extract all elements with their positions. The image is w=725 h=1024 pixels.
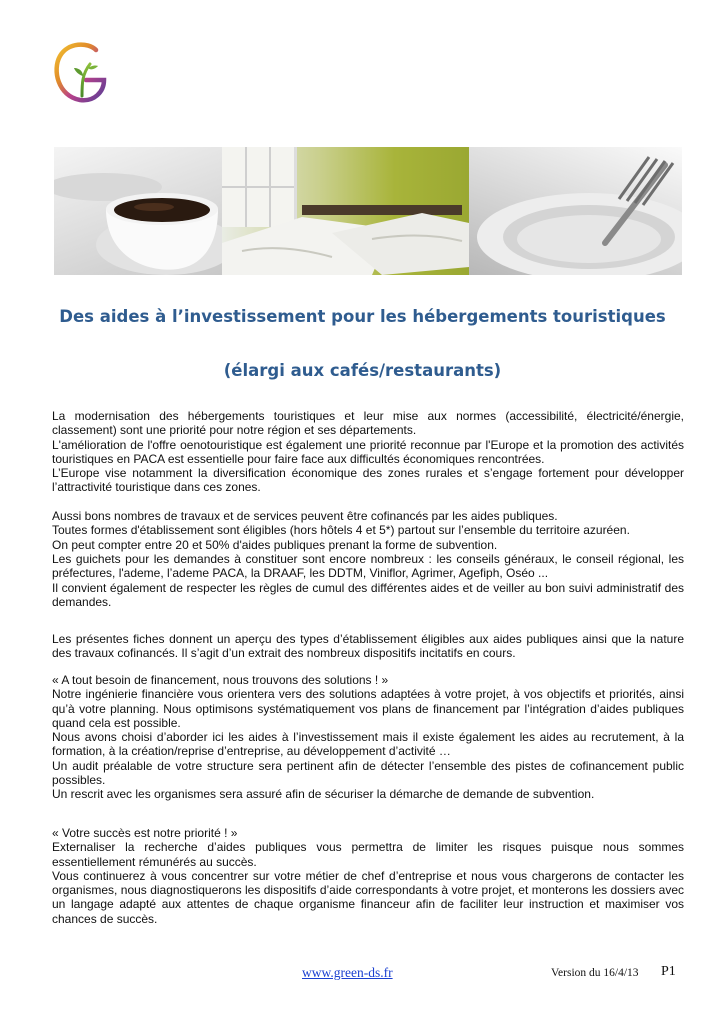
website-link[interactable]: www.green-ds.fr [302, 965, 393, 980]
version-label: Version du 16/4/13 [551, 967, 639, 979]
paragraph: Vous continuerez à vous concentrer sur votre métier de chef d’entreprise et nous vous chargerons de contacter les organismes, nous diagnostiquerons les dispositifs d’aide correspondants à votre projet, et monterons les dossiers avec un langage adapté aux attentes de chaque organisme financeur afin de faciliter leur instruction et maximiser vos chances de succès. [52, 868, 684, 926]
coffee-cup-image [54, 147, 222, 275]
page-number-value: 1 [668, 964, 676, 979]
page-prefix: P [661, 964, 669, 979]
paragraph-heading: « Votre succès est notre priorité ! » [52, 826, 238, 840]
body-section-3 [52, 673, 684, 802]
plate-fork-image [469, 147, 682, 275]
paragraph: L’Europe vise notamment la diversification économique des zones rurales et s’engage fortement pour développer l’attractivité touristique dans ces zones. [52, 466, 684, 495]
paragraph: Externaliser la recherche d’aides publiques vous permettra de limiter les risques puisque nous sommes essentiellement rémunérés au succès. [52, 840, 684, 869]
hotel-bedroom-image [222, 147, 469, 275]
paragraph: Un rescrit avec les organismes sera assuré afin de sécuriser la démarche de demande de subvention. [52, 787, 595, 802]
paragraph: La modernisation des hébergements touristiques et leur mise aux normes (accessibilité, électricité/énergie, classement) sont une priorité pour notre région et ses départements. [52, 409, 684, 438]
page-number [661, 964, 676, 980]
paragraph: On peut compter entre 20 et 50% d'aides publiques prenant la forme de subvention. [52, 537, 498, 552]
page-subtitle: (élargi aux cafés/restaurants) [223, 361, 502, 380]
paragraph: Notre ingénierie financière vous orientera vers des solutions adaptées à votre projet, à vos objectifs et priorités, ainsi qu’à votre planning. Nous optimisons systématiquement vos plans de financement par l’intégration d’aides publiques quand cela est possible. [52, 687, 684, 730]
paragraph: Il convient également de respecter les règles de cumul des différentes aides et de veiller au bon suivi administratif des demandes. [52, 580, 684, 609]
paragraph-heading: « A tout besoin de financement, nous trouvons des solutions ! » [52, 673, 389, 687]
paragraph: Les présentes fiches donnent un aperçu des types d’établissement éligibles aux aides publiques ainsi que la nature des travaux cofinancés. Il s’agit d’un extrait des nombreux dispositifs incitatifs en cours. [52, 632, 684, 661]
paragraph: Un audit préalable de votre structure sera pertinent afin de détecter l’ensemble des pistes de cofinancement public possibles. [52, 758, 684, 788]
paragraph: L'amélioration de l'offre oenotouristique est également une priorité reconnue par l'Europe et la promotion des activités touristiques en PACA est essentielle pour faire face aux difficultés économiques rencontrées. [52, 437, 684, 466]
paragraph: Toutes formes d'établissement sont éligibles (hors hôtels 4 et 5*) partout sur l’ensemble du territoire azuréen. [52, 523, 630, 538]
paragraph: Nous avons choisi d’aborder ici les aides à l’investissement mais il existe également les aides au recrutement, à la formation, à la création/reprise d’entreprise, au développement d’activité … [52, 730, 684, 759]
body-section-1 [52, 409, 684, 609]
body-section-4 [52, 826, 684, 926]
paragraph: Aussi bons nombres de travaux et de services peuvent être cofinancés par les aides publiques. [52, 509, 558, 524]
page-title: Des aides à l’investissement pour les hébergements touristiques [59, 307, 666, 326]
body-section-2 [52, 632, 684, 661]
paragraph: Les guichets pour les demandes à constituer sont encore nombreux : les conseils généraux, le conseil régional, les préfectures, l'ademe, l’ademe PACA, la DRAAF, les DDTM, Viniflor, Agrimer, Agefiph, Oséo ... [52, 551, 684, 581]
company-logo [52, 40, 108, 104]
header-banner [54, 147, 682, 275]
